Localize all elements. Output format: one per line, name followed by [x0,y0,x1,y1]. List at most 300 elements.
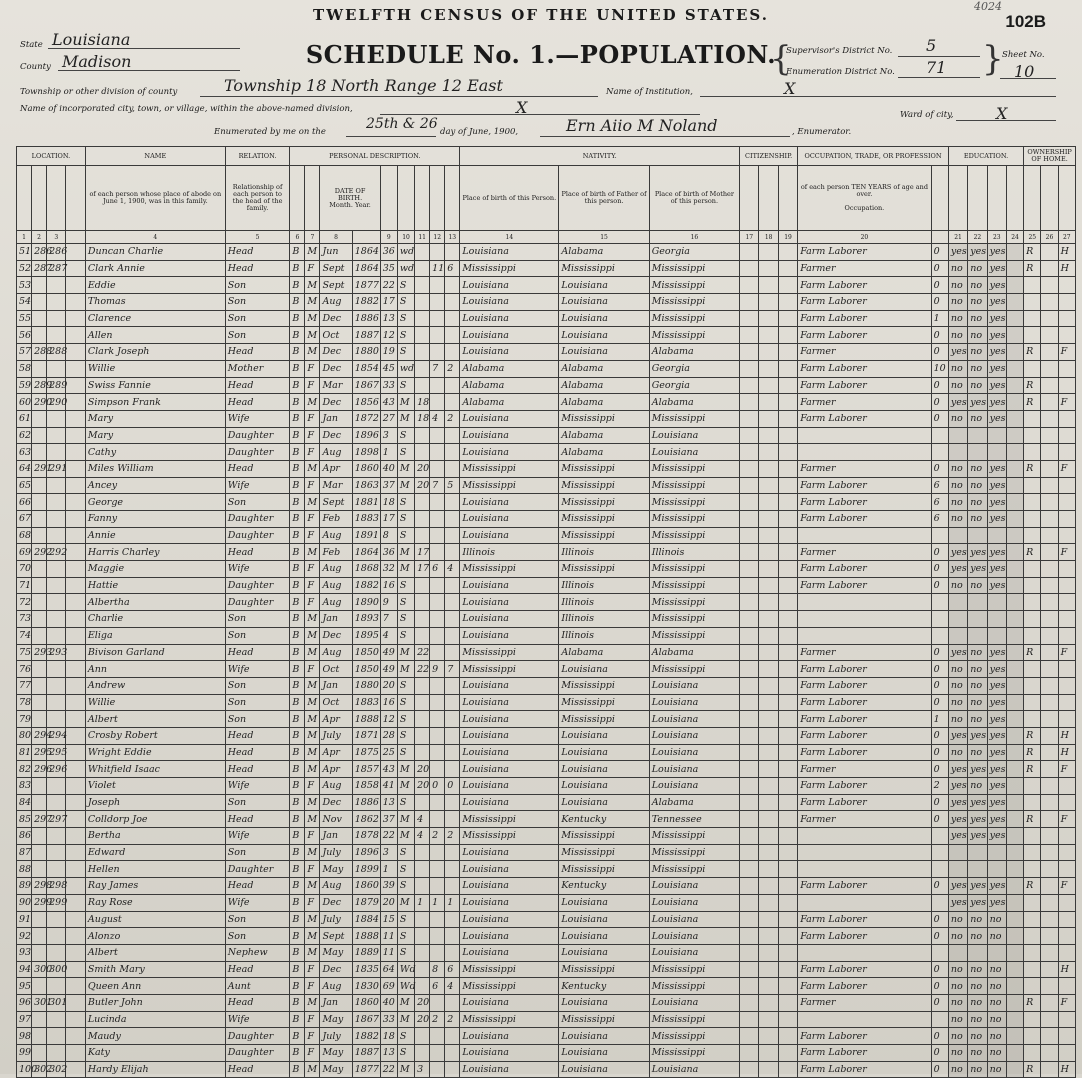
cell-r: yes [948,394,967,411]
column-number: 24 [1006,231,1023,244]
cell-pob: Louisiana [460,244,559,261]
cell-h: F [1058,761,1075,778]
column-number: 11 [415,231,430,244]
cell-w: no [968,410,987,427]
cell-empty [1006,727,1023,744]
cell-yr: 1886 [352,794,380,811]
cell-col: B [290,978,305,995]
cell-empty [1041,1061,1058,1078]
cell-empty [66,878,85,895]
cell-h [1058,894,1075,911]
cell-mo: Nov [320,811,352,828]
cell-empty [66,727,85,744]
cell-empty [740,894,759,911]
cell-col: B [290,327,305,344]
line-number: 64 [17,460,32,477]
cell-yr: 1877 [352,1061,380,1078]
cell-ms: M [397,394,414,411]
cell-dw [32,844,47,861]
cell-occ [798,627,931,644]
cell-pob: Louisiana [460,444,559,461]
cell-w: no [968,1011,987,1028]
cell-w [968,611,987,628]
cell-h [1058,360,1075,377]
cell-liv [445,794,460,811]
cell-own [1024,577,1041,594]
cell-col: B [290,427,305,444]
cell-empty [66,594,85,611]
cell-rel: Head [225,644,290,661]
cell-dw [32,627,47,644]
cell-ch: 11 [430,260,445,277]
cell-ms: S [397,627,414,644]
cell-fam: 291 [47,460,66,477]
cell-dw [32,277,47,294]
cell-rel: Wife [225,410,290,427]
cell-occ [798,844,931,861]
cell-age: 1 [380,444,397,461]
cell-name: Ray James [85,878,225,895]
cell-pob: Mississippi [460,961,559,978]
column-number [352,231,380,244]
cell-h [1058,561,1075,578]
cell-mo: Aug [320,644,352,661]
cell-empty [66,928,85,945]
cell-rel: Head [225,1061,290,1078]
cell-rel: Wife [225,1011,290,1028]
cell-col: B [290,611,305,628]
cell-empty [759,360,778,377]
cell-yr: 1882 [352,577,380,594]
line-number: 79 [17,711,32,728]
enumeration-value: 71 [926,58,947,77]
cell-empty [759,794,778,811]
cell-empty [740,611,759,628]
line-number: 93 [17,944,32,961]
cell-empty [778,327,797,344]
occupation-desc: of each person TEN YEARS of age and over. Occupation. [798,166,931,231]
cell-empty [759,711,778,728]
cell-liv: 4 [445,561,460,578]
cell-own [1024,277,1041,294]
cell-yr: 1864 [352,260,380,277]
cell-empty [778,627,797,644]
cell-dw: 287 [32,260,47,277]
supervisor-label: Supervisor's District No. [786,46,893,56]
cell-r: no [948,477,967,494]
cell-empty [778,994,797,1011]
cell-age: 40 [380,994,397,1011]
line-number: 70 [17,561,32,578]
cell-yr: 1881 [352,494,380,511]
cell-dw: 290 [32,394,47,411]
cell-empty [1006,1045,1023,1062]
cell-liv [445,1061,460,1078]
enumeration-label: Enumeration District No. [786,67,895,77]
cell-col: B [290,527,305,544]
cell-h [1058,928,1075,945]
cell-w: no [968,677,987,694]
cell-ms: M [397,661,414,678]
cell-occ: Farm Laborer [798,477,931,494]
cell-empty [778,460,797,477]
cell-liv [445,444,460,461]
cell-yr: 1893 [352,611,380,628]
line-number: 90 [17,894,32,911]
cell-age: 41 [380,778,397,795]
township-value: Township 18 North Range 12 East [224,76,503,95]
table-row [17,928,1076,945]
cell-h [1058,844,1075,861]
cell-mo: Dec [320,310,352,327]
cell-e: no [987,978,1006,995]
cell-dw [32,778,47,795]
cell-ms: S [397,344,414,361]
cell-empty [778,260,797,277]
cell-name: Eliga [85,627,225,644]
cell-empty [1041,611,1058,628]
cell-ms: wd [397,244,414,261]
line-number: 100 [17,1061,32,1078]
cell-e: yes [987,561,1006,578]
cell-pob: Louisiana [460,778,559,795]
cell-empty [778,477,797,494]
cell-dw [32,611,47,628]
cell-empty [1041,561,1058,578]
cell-empty [66,360,85,377]
table-row [17,260,1076,277]
cell-empty [778,344,797,361]
cell-mo: Aug [320,978,352,995]
cell-empty [778,1011,797,1028]
cell-empty [1041,894,1058,911]
cell-mon: 0 [931,727,948,744]
cell-own [1024,694,1041,711]
cell-mon [931,611,948,628]
cell-ch [430,511,445,528]
cell-empty [778,244,797,261]
cell-sex: M [305,611,320,628]
cell-col: B [290,878,305,895]
cell-age: 1 [380,861,397,878]
enumerated-day: 25th & 26 [366,116,438,132]
cell-occ: Farm Laborer [798,577,931,594]
cell-col: B [290,928,305,945]
cell-sex: M [305,711,320,728]
cell-yrs [415,444,430,461]
cell-col: B [290,661,305,678]
cell-empty [778,828,797,845]
cell-h [1058,944,1075,961]
cell-h: F [1058,344,1075,361]
cell-empty [740,344,759,361]
cell-fam [47,360,66,377]
column-number: 8 [320,231,352,244]
cell-r: no [948,327,967,344]
cell-occ: Farm Laborer [798,778,931,795]
cell-fpob: Illinois [559,627,649,644]
line-number: 76 [17,661,32,678]
cell-fpob: Alabama [559,394,649,411]
cell-w: no [968,1028,987,1045]
cell-fam [47,410,66,427]
cell-e: no [987,1011,1006,1028]
cell-w [968,594,987,611]
cell-rel: Daughter [225,1028,290,1045]
cell-liv [445,911,460,928]
township-label: Township or other division of county [20,87,178,97]
sheet-line [1000,78,1056,79]
cell-mpob: Mississippi [649,1028,739,1045]
cell-empty [759,494,778,511]
cell-mpob: Louisiana [649,761,739,778]
cell-ms: S [397,677,414,694]
ward-label: Ward of city, [900,110,954,120]
cell-age: 69 [380,978,397,995]
cell-sex: F [305,360,320,377]
cell-h: H [1058,1061,1075,1078]
cell-r: yes [948,244,967,261]
cell-yr: 1882 [352,1028,380,1045]
cell-r: no [948,994,967,1011]
cell-rel: Head [225,377,290,394]
line-number: 58 [17,360,32,377]
cell-empty [759,1011,778,1028]
cell-w: no [968,1061,987,1078]
cell-empty [1041,944,1058,961]
cell-e: yes [987,294,1006,311]
cell-empty [1041,861,1058,878]
cell-mon: 0 [931,644,948,661]
cell-age: 4 [380,627,397,644]
cell-rel: Daughter [225,577,290,594]
cell-empty [759,844,778,861]
cell-yrs [415,611,430,628]
cell-mon: 0 [931,561,948,578]
cell-w: no [968,911,987,928]
table-row [17,944,1076,961]
cell-occ [798,1011,931,1028]
cell-empty [66,1011,85,1028]
column-number: 23 [987,231,1006,244]
cell-w: yes [968,761,987,778]
table-row [17,711,1076,728]
cell-occ: Farm Laborer [798,277,931,294]
cell-occ: Farm Laborer [798,694,931,711]
cell-mon [931,828,948,845]
cell-ms: M [397,561,414,578]
cell-r: no [948,694,967,711]
cell-dw [32,511,47,528]
cell-sex: M [305,494,320,511]
cell-empty [778,310,797,327]
cell-w: no [968,644,987,661]
cell-empty [1041,778,1058,795]
cell-h [1058,327,1075,344]
census-table [16,146,1076,1078]
cell-mpob: Louisiana [649,711,739,728]
cell-rel: Son [225,794,290,811]
cell-pob: Louisiana [460,894,559,911]
institution-value: X [784,79,796,98]
supervisor-value: 5 [926,36,937,55]
cell-own: R [1024,244,1041,261]
cell-occ: Farmer [798,811,931,828]
line-number: 53 [17,277,32,294]
cell-r: no [948,260,967,277]
cell-sex: M [305,644,320,661]
cell-liv: 6 [445,260,460,277]
cell-own [1024,527,1041,544]
cell-h [1058,1045,1075,1062]
cell-h [1058,677,1075,694]
table-row [17,811,1076,828]
cell-dw: 291 [32,460,47,477]
cell-h [1058,711,1075,728]
column-number: 22 [968,231,987,244]
cell-col: B [290,961,305,978]
cell-r: no [948,1028,967,1045]
cell-age: 13 [380,794,397,811]
cell-yr: 1896 [352,844,380,861]
line-number: 55 [17,310,32,327]
cell-own [1024,1028,1041,1045]
cell-mon: 2 [931,778,948,795]
cell-age: 40 [380,460,397,477]
cell-fpob: Illinois [559,594,649,611]
cell-col: B [290,410,305,427]
cell-name: Hellen [85,861,225,878]
cell-rel: Head [225,460,290,477]
cell-own [1024,861,1041,878]
cell-h: H [1058,961,1075,978]
cell-ch [430,327,445,344]
cell-empty [759,344,778,361]
cell-fam [47,911,66,928]
cell-sex: F [305,1045,320,1062]
cell-empty [1041,360,1058,377]
cell-ch [430,761,445,778]
cell-liv [445,994,460,1011]
cell-e: yes [987,477,1006,494]
cell-r [948,527,967,544]
cell-r [948,427,967,444]
incorporated-value: X [516,98,528,117]
cell-sex: M [305,694,320,711]
cell-occ: Farm Laborer [798,878,931,895]
cell-liv [445,310,460,327]
cell-fam [47,527,66,544]
cell-mon: 0 [931,577,948,594]
cell-age: 19 [380,344,397,361]
cell-rel: Head [225,394,290,411]
cell-col: B [290,494,305,511]
cell-e: yes [987,260,1006,277]
cell-empty [66,527,85,544]
cell-mpob: Mississippi [649,277,739,294]
cell-w: no [968,577,987,594]
cell-empty [66,961,85,978]
cell-empty [66,911,85,928]
cell-col: B [290,360,305,377]
cell-mpob: Louisiana [649,744,739,761]
cell-empty [1041,1028,1058,1045]
cell-yrs [415,310,430,327]
cell-mon: 10 [931,360,948,377]
cell-yr: 1895 [352,627,380,644]
cell-empty [1041,1045,1058,1062]
cell-fam: 289 [47,377,66,394]
cell-ms: M [397,894,414,911]
cell-fam [47,427,66,444]
cell-h: F [1058,811,1075,828]
cell-sex: M [305,911,320,928]
table-row [17,394,1076,411]
cell-empty [1041,644,1058,661]
cell-yr: 1857 [352,761,380,778]
cell-pob: Louisiana [460,511,559,528]
cell-mo: Oct [320,661,352,678]
cell-mpob: Illinois [649,544,739,561]
cell-h [1058,277,1075,294]
cell-r: yes [948,344,967,361]
cell-ch [430,544,445,561]
cell-occ: Farmer [798,394,931,411]
table-row [17,761,1076,778]
cell-sex: M [305,310,320,327]
cell-occ: Farm Laborer [798,310,931,327]
cell-liv: 2 [445,360,460,377]
cell-mpob: Mississippi [649,828,739,845]
cell-empty [66,661,85,678]
cell-empty [1041,294,1058,311]
column-number: 6 [290,231,305,244]
cell-h [1058,377,1075,394]
cell-empty [740,778,759,795]
cell-dw [32,1028,47,1045]
cell-rel: Head [225,961,290,978]
cell-fam [47,611,66,628]
cell-e: yes [987,677,1006,694]
cell-name: Thomas [85,294,225,311]
column-number: 3 [47,231,66,244]
incorporated-line [380,114,700,115]
cell-mon: 0 [931,661,948,678]
cell-sex: M [305,677,320,694]
cell-mo: Jan [320,677,352,694]
pob-mother: Place of birth of Mother of this person. [649,166,739,231]
cell-ms: S [397,694,414,711]
cell-dw: 298 [32,878,47,895]
cell-mo: Dec [320,627,352,644]
cell-ms: M [397,477,414,494]
cell-empty [759,427,778,444]
cell-occ [798,894,931,911]
cell-ms: M [397,761,414,778]
cell-dw [32,661,47,678]
cell-empty [1006,828,1023,845]
cell-pob: Louisiana [460,1061,559,1078]
cell-name: Annie [85,527,225,544]
cell-dw: 292 [32,544,47,561]
cell-sex: M [305,244,320,261]
cell-mpob: Mississippi [649,561,739,578]
cell-dw: 288 [32,344,47,361]
cell-fam: 299 [47,894,66,911]
cell-mpob: Mississippi [649,327,739,344]
cell-own [1024,310,1041,327]
cell-empty [1041,427,1058,444]
